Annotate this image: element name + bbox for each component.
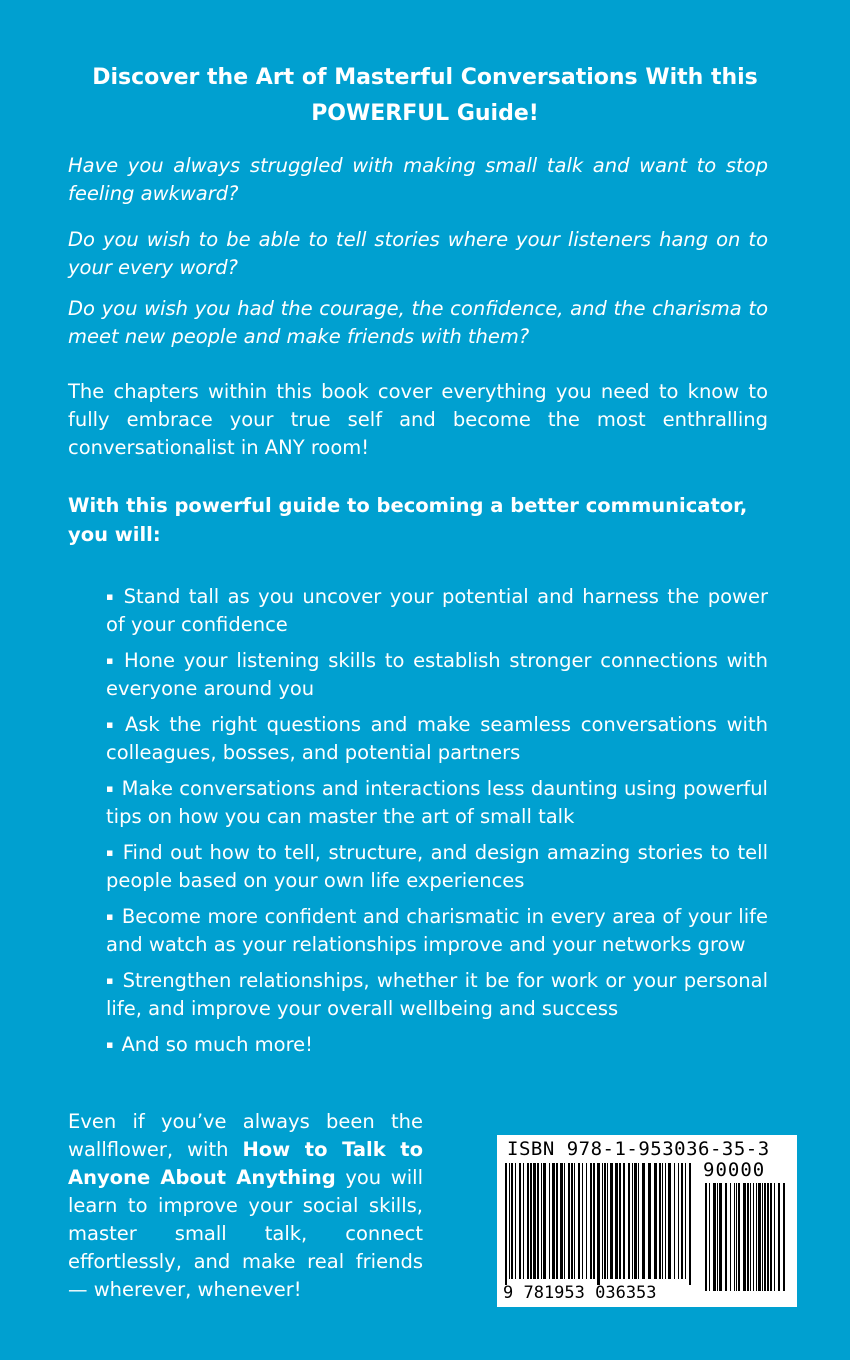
- bullet-marker: ▪: [106, 782, 114, 795]
- barcode-bar: [685, 1163, 686, 1279]
- barcode-bar: [604, 1163, 606, 1279]
- barcode-bar: [662, 1163, 663, 1279]
- barcode-bar: [638, 1163, 639, 1279]
- addon-bar: [756, 1183, 757, 1291]
- bullets-intro: With this powerful guide to becoming a better communicator, you will:: [68, 494, 748, 546]
- price-code: 90000: [703, 1159, 766, 1181]
- barcode-bar: [582, 1163, 583, 1279]
- barcode-bar: [527, 1163, 529, 1279]
- bullet-marker: ▪: [106, 1038, 114, 1051]
- list-item: ▪ Ask the right questions and make seamless conversations with colleagues, bosses, and potential partners: [106, 713, 768, 764]
- barcode-bar: [628, 1163, 630, 1279]
- addon-bar: [738, 1183, 740, 1291]
- barcode-bar: [654, 1163, 657, 1279]
- addon-bar: [783, 1183, 785, 1291]
- addon-bar: [747, 1183, 749, 1291]
- barcode-bar: [597, 1163, 600, 1285]
- barcode-bar: [615, 1163, 618, 1279]
- barcode-bar: [642, 1163, 645, 1279]
- book-title: How to Talk to Anyone About Anything: [68, 1138, 423, 1189]
- addon-bar: [734, 1183, 735, 1291]
- benefits-list: [106, 583, 768, 1059]
- bullet-marker: ▪: [106, 910, 114, 923]
- barcode-bar: [519, 1163, 521, 1279]
- addon-bar: [719, 1183, 722, 1291]
- addon-bar: [717, 1183, 718, 1291]
- addon-bar: [730, 1183, 731, 1291]
- barcode-bar: [607, 1163, 608, 1279]
- list-item: ▪ Hone your listening skills to establish stronger connections with everyone around you: [106, 649, 768, 700]
- barcode-bar: [549, 1163, 550, 1279]
- addon-bar: [778, 1183, 780, 1291]
- list-item: ▪ Become more confident and charismatic in every area of your life and watch as your relationships improve and your networks grow: [106, 905, 768, 956]
- addon-bar: [774, 1183, 775, 1291]
- list-item: ▪ And so much more!: [106, 1033, 313, 1056]
- barcode-bar: [623, 1163, 625, 1279]
- barcode-bar: [634, 1163, 637, 1279]
- bullet-marker: ▪: [106, 846, 115, 859]
- question-small-talk: Have you always struggled with making small talk and want to stop feeling awkward?: [68, 154, 768, 205]
- barcode-bar: [509, 1163, 510, 1279]
- barcode-bar: [571, 1163, 573, 1279]
- barcode-bar: [556, 1163, 558, 1279]
- list-item: ▪ Find out how to tell, structure, and design amazing stories to tell people based on your own life experiences: [106, 841, 768, 892]
- barcode-bar: [523, 1163, 524, 1279]
- barcode-bar: [674, 1163, 675, 1279]
- barcode-bar: [665, 1163, 666, 1279]
- barcode-bar: [530, 1163, 532, 1279]
- barcode-bar: [552, 1163, 555, 1279]
- addon-bar: [736, 1183, 737, 1291]
- barcode-bar: [678, 1163, 679, 1279]
- barcode-bar: [568, 1163, 570, 1279]
- barcode-bar: [574, 1163, 575, 1279]
- list-item: ▪ Strengthen relationships, whether it be for work or your personal life, and improve your overall wellbeing and success: [106, 969, 768, 1020]
- barcode-bar: [602, 1163, 603, 1279]
- addon-bar: [705, 1183, 707, 1291]
- bullet-marker: ▪: [106, 718, 117, 731]
- barcode-bar: [505, 1163, 507, 1285]
- isbn-barcode: [497, 1135, 797, 1307]
- question-courage: Do you wish you had the courage, the confidence, and the charisma to meet new people and make friends with them?: [68, 297, 768, 348]
- barcode-bar: [648, 1163, 651, 1279]
- addon-bar: [743, 1183, 746, 1291]
- addon-bar: [713, 1183, 716, 1291]
- barcode-bar: [543, 1163, 546, 1279]
- barcode-bar: [659, 1163, 661, 1279]
- isbn-label: ISBN 978-1-953036-35-3: [507, 1138, 770, 1160]
- bullet-marker: ▪: [106, 654, 117, 667]
- addon-bar: [762, 1183, 763, 1291]
- barcode-bar: [610, 1163, 613, 1279]
- barcode-bar: [681, 1163, 683, 1279]
- bullet-marker: ▪: [106, 974, 115, 987]
- barcode-bar: [533, 1163, 536, 1279]
- headline: [60, 60, 790, 132]
- addon-bar: [764, 1183, 766, 1291]
- barcode-bar: [590, 1163, 592, 1279]
- list-item: ▪ Make conversations and interactions less daunting using powerful tips on how you can master the art of small talk: [106, 777, 768, 828]
- barcode-bar: [586, 1163, 587, 1279]
- barcode-bar: [541, 1163, 542, 1279]
- closing-paragraph: Even if you’ve always been the wallflower, with How to Talk to Anyone About Anything you will learn to improve your social skills, master small talk, connect effortlessly, and make real friends — wherever, whenever!: [68, 1110, 423, 1301]
- barcode-bar: [578, 1163, 580, 1279]
- barcode-bar: [689, 1163, 691, 1285]
- addon-bar: [709, 1183, 710, 1291]
- addon-bar: [753, 1183, 754, 1291]
- bullet-marker: ▪: [106, 590, 116, 603]
- addon-bar: [758, 1183, 761, 1291]
- addon-bar: [767, 1183, 769, 1291]
- question-stories: Do you wish to be able to tell stories where your listeners hang on to your every word?: [68, 228, 768, 279]
- barcode-bar: [560, 1163, 563, 1279]
- barcode-bar: [619, 1163, 621, 1279]
- chapters-paragraph: The chapters within this book cover everything you need to know to fully embrace your true self and become the most enthralling conversationalist in ANY room!: [68, 380, 768, 459]
- headline-line-2: POWERFUL Guide!: [311, 101, 539, 126]
- barcode-bar: [632, 1163, 633, 1279]
- barcode-digits: 9 781953 036353: [503, 1283, 657, 1303]
- addon-bar: [770, 1183, 772, 1291]
- barcode-bar: [668, 1163, 671, 1279]
- list-item: ▪ Stand tall as you uncover your potential and harness the power of your confidence: [106, 585, 768, 636]
- barcode-bar: [515, 1163, 516, 1279]
- barcode-bar: [564, 1163, 565, 1279]
- addon-bar: [725, 1183, 727, 1291]
- barcode-bars: [497, 1135, 797, 1307]
- headline-line-1: Discover the Art of Masterful Conversations With this: [92, 65, 758, 90]
- barcode-bar: [511, 1163, 513, 1279]
- barcode-bar: [537, 1163, 539, 1279]
- addon-bar: [750, 1183, 751, 1291]
- barcode-bar: [593, 1163, 595, 1279]
